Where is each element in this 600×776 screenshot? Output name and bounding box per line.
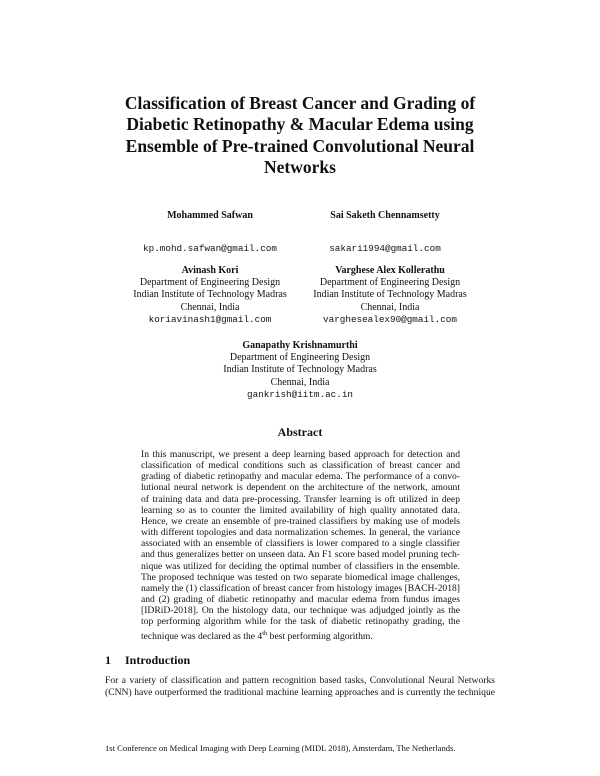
abstract-line: The proposed technique was tested on two separate biomedical image challenges, <box>141 571 460 583</box>
abstract-line: associated with an ensemble of classifiers is lower compared to a single classifier <box>141 538 460 550</box>
section-title: Introduction <box>125 653 191 667</box>
paper-title <box>0 93 600 178</box>
author-name: Varghese Alex Kollerathu <box>335 265 445 276</box>
author-dept: Department of Engineering Design <box>319 277 461 289</box>
author-inst: Indian Institute of Technology Madras <box>223 364 377 376</box>
author-name: Mohammed Safwan <box>167 210 253 221</box>
author-loc: Chennai, India <box>360 301 420 313</box>
author-block <box>200 340 400 401</box>
author-inst: Indian Institute of Technology Madras <box>313 289 467 301</box>
author-email[interactable]: sakari1994@gmail.com <box>329 243 441 255</box>
footnote: 1st Conference on Medical Imaging with Deep Learning (MIDL 2018), Amsterdam, The Netherlands. <box>105 743 456 753</box>
body-line: For a variety of classification and pattern recognition based tasks, Convolutional Neural Networks <box>105 675 495 686</box>
section-heading <box>105 653 204 668</box>
abstract-line: top performing algorithm while for the task of diabetic retinopathy grading, the <box>141 616 460 628</box>
author-block <box>300 265 480 326</box>
abstract-heading: Abstract <box>277 425 323 439</box>
author-email[interactable]: gankrish@iitm.ac.in <box>246 388 353 400</box>
body-line: (CNN) have outperformed the traditional machine learning approaches and is currently the technique <box>105 687 495 698</box>
abstract-text: technique was declared as the 4 <box>141 630 263 642</box>
author-name: Ganapathy Krishnamurthi <box>242 340 358 351</box>
author-email[interactable]: varghesealex90@gmail.com <box>323 313 457 325</box>
author-loc: Chennai, India <box>180 301 240 313</box>
title-line: Classification of Breast Cancer and Grading of <box>124 93 476 113</box>
title-line: Networks <box>264 156 336 177</box>
abstract-line: [IDRiD-2018]. On the histology data, our technique was adjudged jointly as the <box>141 605 460 617</box>
author-email[interactable]: kp.mohd.safwan@gmail.com <box>143 243 277 255</box>
abstract-line: nique was utilized for deciding the optimal number of classifiers in the ensemble. <box>141 560 460 572</box>
author-loc: Chennai, India <box>270 376 330 388</box>
abstract-line: In this manuscript, we present a deep learning based approach for detection and <box>141 449 460 460</box>
abstract-text: best performing algorithm. <box>267 630 373 642</box>
abstract-body <box>141 449 460 642</box>
abstract-line: and thus generalizes better on unseen data. An F1 score based model pruning tech- <box>141 549 460 561</box>
author-inst: Indian Institute of Technology Madras <box>133 289 287 301</box>
abstract-line: classification of medical conditions such as classification of breast cancer and <box>141 460 460 472</box>
abstract-line: and (2) grading of diabetic retinopathy and macular edema from fundus images <box>141 594 460 606</box>
abstract-line <box>141 628 460 642</box>
section-body <box>105 675 495 699</box>
section-number: 1 <box>105 653 111 667</box>
abstract-line: lutional neural network is dependent on the architecture of the network, amount <box>141 482 460 494</box>
author-email[interactable]: koriavinash1@gmail.com <box>148 313 272 325</box>
abstract-line: namely the (1) classification of breast cancer from histology images [BACH-2018] <box>141 582 460 594</box>
abstract-line: Hence, we create an ensemble of pre-trained classifiers by making use of models <box>141 515 460 527</box>
author-dept: Department of Engineering Design <box>229 352 371 364</box>
author-block <box>120 265 300 326</box>
abstract-line: learning so as to counter the limited availability of high quality annotated data. <box>141 504 460 516</box>
author-dept: Department of Engineering Design <box>139 277 281 289</box>
author-block <box>130 210 290 255</box>
abstract-line: with different topologies and data normalization schemes. In general, the variance <box>141 527 460 539</box>
abstract-line: of training data and data pre-processing. Transfer learning is oft utilized in deep <box>141 493 460 505</box>
abstract-line: grading of diabetic retinopathy and macular edema. The performance of a convo- <box>141 471 460 483</box>
author-block <box>300 210 470 255</box>
author-name: Sai Saketh Chennamsetty <box>330 210 440 221</box>
author-name: Avinash Kori <box>181 265 239 276</box>
title-line: Ensemble of Pre-trained Convolutional Neural <box>125 135 475 156</box>
superscript: th <box>262 629 268 637</box>
title-line: Diabetic Retinopathy & Macular Edema using <box>126 114 474 135</box>
